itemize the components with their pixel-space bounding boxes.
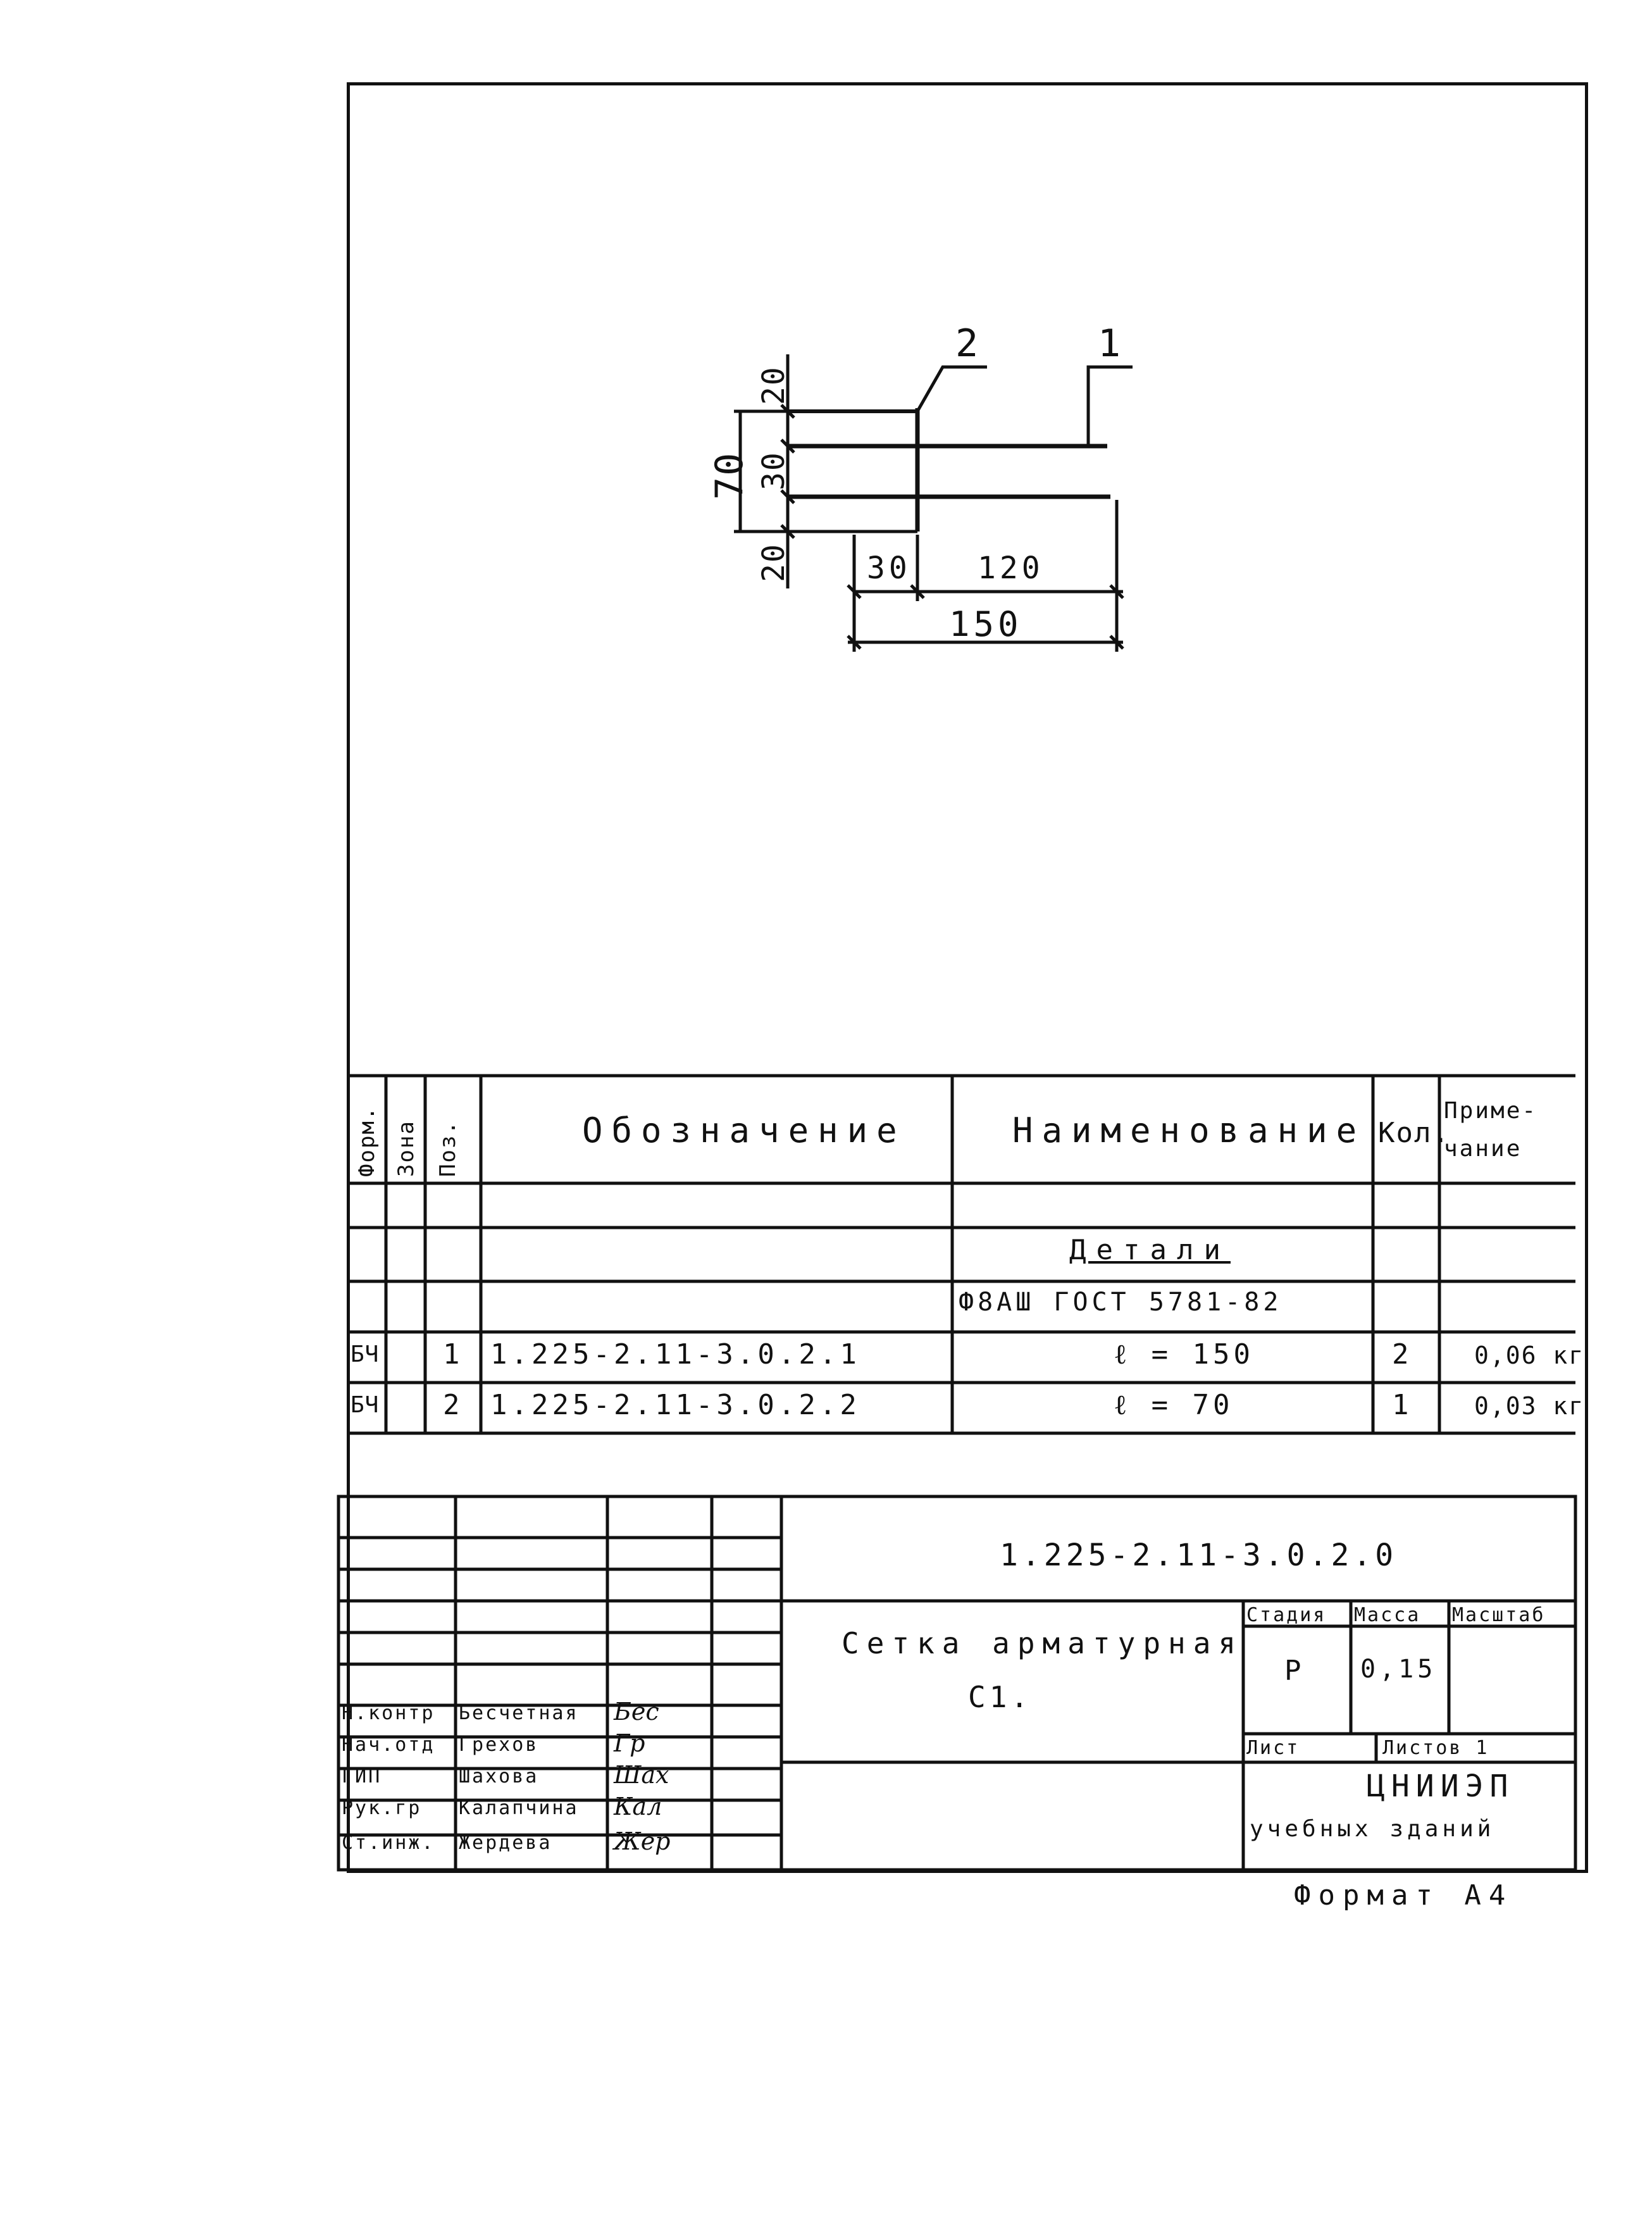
- stage-label: Стадия: [1246, 1604, 1327, 1626]
- staff-name-4: Калапчина: [459, 1797, 579, 1819]
- title-line2: С1.: [968, 1680, 1033, 1714]
- material-spec: Ф8АШ ГОСТ 5781-82: [959, 1288, 1282, 1317]
- hdr-qty: Кол.: [1378, 1117, 1450, 1149]
- row1-format: БЧ: [351, 1341, 380, 1367]
- sheets-label: Листов 1: [1382, 1737, 1489, 1759]
- callout-pos-2: 2: [955, 321, 983, 366]
- row1-designation: 1.225-2.11-3.0.2.1: [490, 1338, 860, 1371]
- format-label: Формат А4: [1294, 1879, 1513, 1912]
- row2-designation: 1.225-2.11-3.0.2.2: [490, 1389, 860, 1421]
- row2-note: 0,03 кг: [1474, 1392, 1585, 1420]
- staff-signature-5: Жер: [614, 1827, 671, 1855]
- scale-label: Масштаб: [1452, 1604, 1546, 1626]
- document-code: 1.225-2.11-3.0.2.0: [1000, 1538, 1398, 1573]
- staff-role-4: Рук.гр: [342, 1797, 422, 1819]
- hdr-note-line1: Приме-: [1444, 1098, 1538, 1124]
- dim-offset-30: 30: [867, 550, 911, 586]
- staff-signature-3: Шах: [614, 1761, 669, 1789]
- hdr-format: Форм.: [354, 1105, 380, 1177]
- dim-middle: 30: [756, 451, 792, 490]
- row2-pos: 2: [443, 1389, 464, 1421]
- hdr-note-line2: чание: [1444, 1136, 1522, 1162]
- row2-qty: 1: [1392, 1389, 1413, 1421]
- staff-signature-4: Кал: [614, 1793, 662, 1820]
- staff-signature-2: Гр: [614, 1729, 645, 1757]
- staff-name-1: Бесчетная: [459, 1702, 579, 1724]
- row2-format: БЧ: [351, 1392, 380, 1418]
- dim-bottom: 20: [756, 543, 792, 582]
- row1-note: 0,06 кг: [1474, 1341, 1585, 1369]
- mass-label: Масса: [1354, 1604, 1421, 1626]
- dim-bar-120: 120: [978, 550, 1044, 586]
- staff-name-5: Жердева: [459, 1832, 552, 1854]
- title-line1: Сетка арматурная: [842, 1626, 1244, 1660]
- section-title: Детали: [1069, 1234, 1231, 1266]
- hdr-zone: Зона: [394, 1120, 419, 1177]
- staff-role-2: Нач.отд: [342, 1734, 435, 1756]
- staff-signature-1: Бес: [614, 1698, 659, 1726]
- staff-name-3: Шахова: [459, 1765, 539, 1788]
- org-line1: ЦНИИЭП: [1367, 1769, 1515, 1804]
- callout-pos-1: 1: [1098, 321, 1125, 366]
- dim-total-height: 70: [707, 451, 752, 500]
- staff-role-3: ГИП: [342, 1765, 382, 1788]
- row2-name: ℓ = 70: [1114, 1389, 1234, 1421]
- mass-value: 0,15: [1360, 1655, 1437, 1684]
- staff-role-1: Н.контр: [342, 1702, 435, 1724]
- staff-name-2: Грехов: [459, 1734, 539, 1756]
- stage-value: Р: [1284, 1655, 1305, 1687]
- row1-pos: 1: [443, 1338, 464, 1371]
- sheet-label: Лист: [1246, 1737, 1300, 1759]
- dim-total-width: 150: [949, 604, 1022, 644]
- dim-top: 20: [756, 366, 792, 405]
- hdr-name: Наименование: [1012, 1110, 1366, 1150]
- hdr-designation: Обозначение: [582, 1110, 906, 1150]
- row1-qty: 2: [1392, 1338, 1413, 1371]
- hdr-pos: Поз.: [435, 1120, 461, 1177]
- row1-name: ℓ = 150: [1114, 1338, 1255, 1371]
- org-line2: учебных зданий: [1250, 1816, 1495, 1842]
- staff-role-5: Ст.инж.: [342, 1832, 435, 1854]
